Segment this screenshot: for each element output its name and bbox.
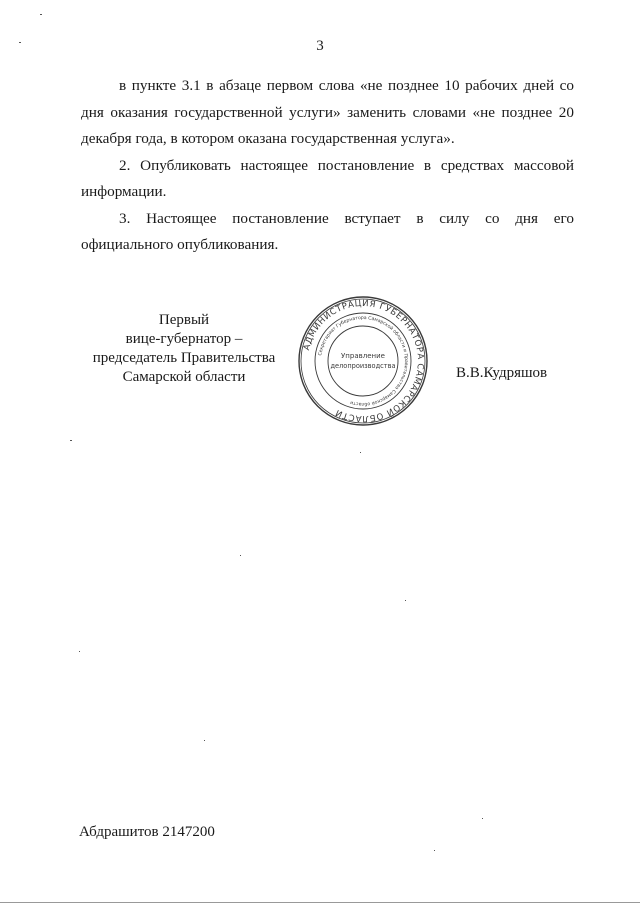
- seal-center-line: Управление: [341, 352, 385, 360]
- page-number: 3: [316, 38, 324, 54]
- executor-note: Абдрашитов 2147200: [79, 824, 215, 840]
- signer-title-line: председатель Правительства: [92, 350, 276, 366]
- scan-speck: [70, 440, 72, 441]
- paragraph-publish: 2. Опубликовать настоящее постановление в средствах массовой информации.: [81, 156, 574, 200]
- scan-speck: [482, 818, 483, 819]
- signer-title-line: вице-губернатор –: [125, 331, 243, 347]
- paragraph-amendment: в пункте 3.1 в абзаце первом слова «не позднее 10 рабочих дней со дня оказания государственной услуги» заменить словами «не позднее 20 декабря года, в котором оказана государственная услуга».: [81, 77, 574, 147]
- official-seal: [296, 294, 430, 428]
- scan-speck: [40, 14, 42, 15]
- scan-edge: [0, 902, 640, 903]
- scan-speck: [434, 850, 435, 851]
- seal-center-line: делопроизводства: [330, 362, 396, 370]
- seal-inner-text: Секретариат Губернатора Самарской области и Правительства Самарской области: [318, 315, 409, 407]
- scan-speck: [19, 42, 21, 43]
- signer-position: [84, 311, 284, 387]
- signer-title-line: Самарской области: [122, 369, 246, 385]
- scan-speck: [360, 452, 361, 453]
- scan-speck: [79, 651, 80, 652]
- document-body: [81, 73, 574, 259]
- signer-name: В.В.Кудряшов: [456, 365, 548, 381]
- paragraph-effective-date: 3. Настоящее постановление вступает в силу со дня его официального опубликования.: [81, 209, 574, 253]
- scan-speck: [405, 600, 406, 601]
- scan-speck: [240, 555, 241, 556]
- scan-speck: [204, 740, 205, 741]
- seal-outer-text: АДМИНИСТРАЦИЯ ГУБЕРНАТОРА САМАРСКОЙ ОБЛАСТИ: [302, 298, 426, 424]
- signer-title-line: Первый: [158, 312, 210, 328]
